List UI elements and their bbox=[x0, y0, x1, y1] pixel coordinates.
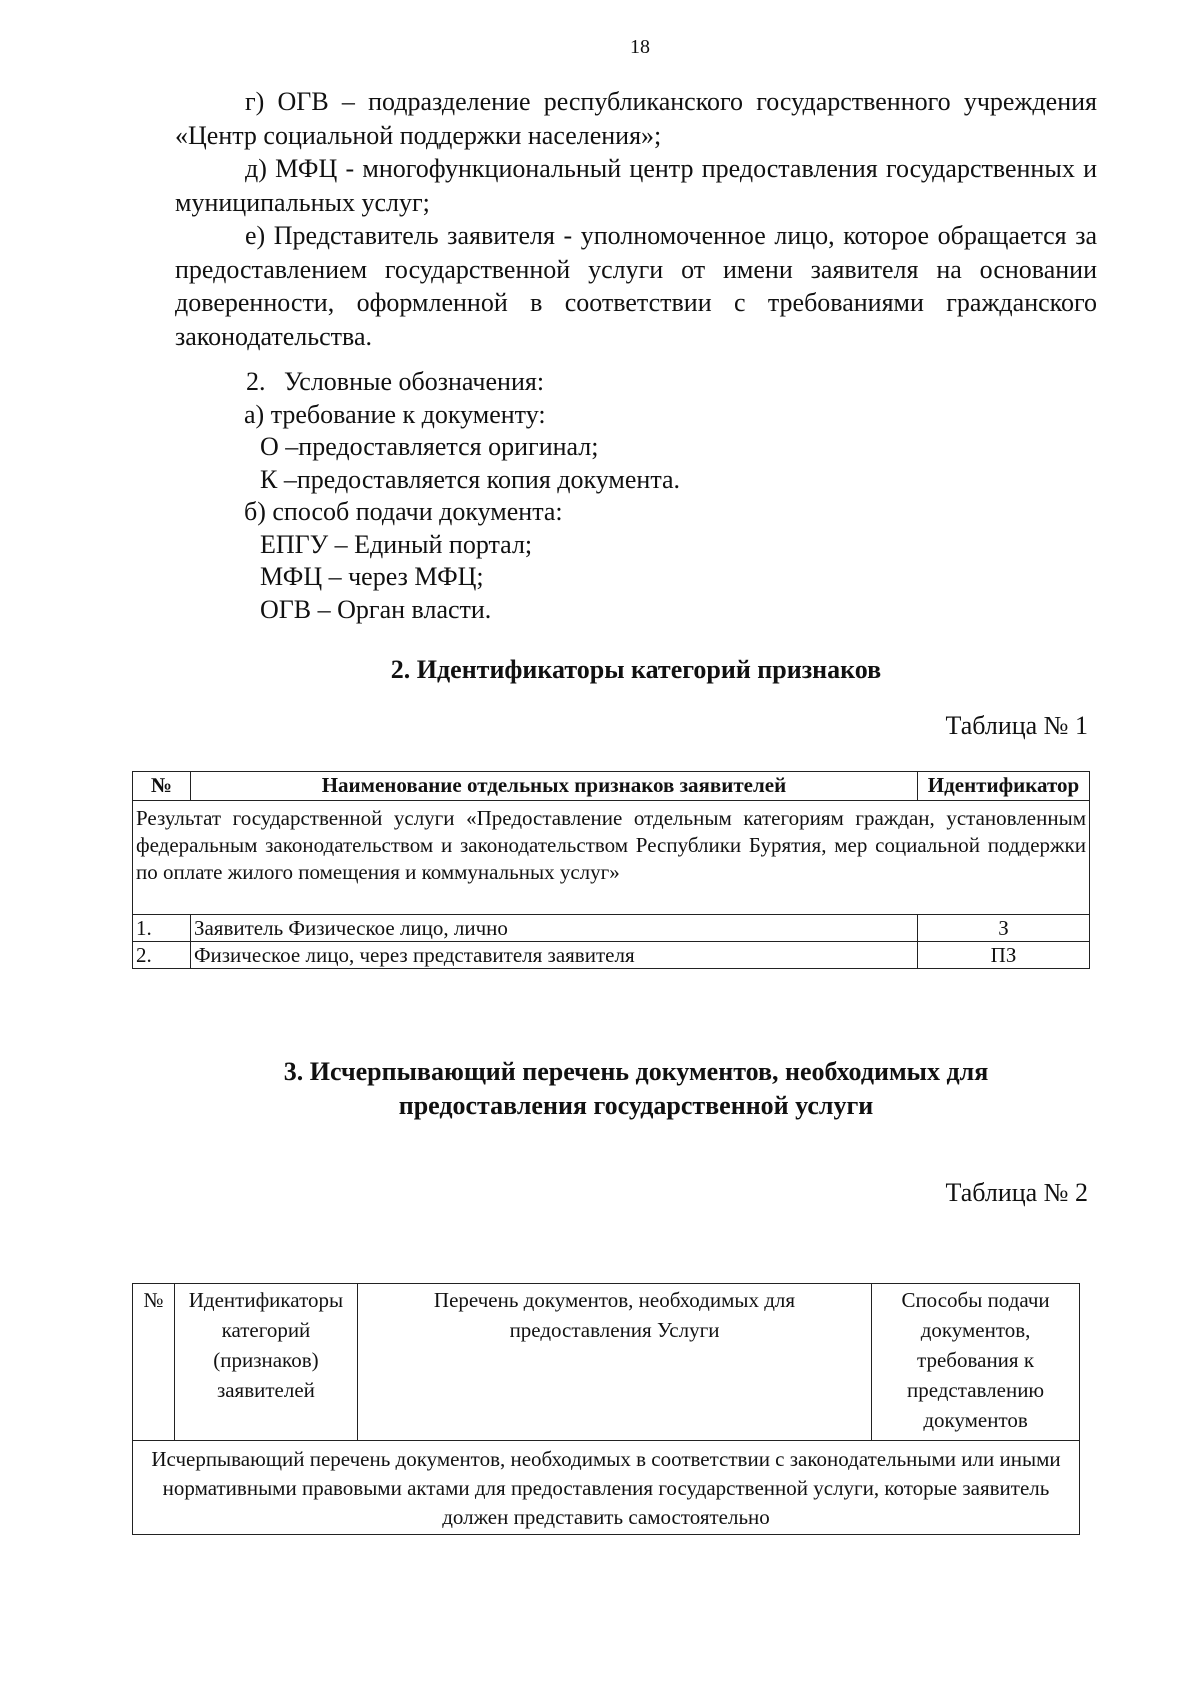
table-1-header-id: Идентификатор bbox=[918, 772, 1090, 801]
section-3-title-line-2: предоставления государственной услуги bbox=[398, 1091, 874, 1120]
table-1-header-num: № bbox=[133, 772, 191, 801]
definition-mfc: д) МФЦ - многофункциональный центр предоставления государственных и муниципальных услуг; bbox=[175, 154, 1097, 217]
table-1-caption: Таблица № 1 bbox=[945, 711, 1088, 740]
table-2-caption: Таблица № 2 bbox=[945, 1178, 1088, 1207]
table-1-header-row bbox=[133, 772, 1090, 801]
legend-mfc: МФЦ – через МФЦ; bbox=[260, 562, 484, 591]
definition-ogv: г) ОГВ – подразделение республиканского государственного учреждения «Центр социальной поддержки населения»; bbox=[175, 87, 1097, 150]
table-1-header-name: Наименование отдельных признаков заявителей bbox=[190, 772, 917, 801]
table-2-header-documents: Перечень документов, необходимых для предоставления Услуги bbox=[357, 1284, 871, 1441]
table-1-row-2-id: ПЗ bbox=[918, 942, 1090, 969]
table-2-header-num: № bbox=[133, 1284, 175, 1441]
table-1-row-1-name: Заявитель Физическое лицо, лично bbox=[190, 915, 917, 942]
table-1-row-1-id: З bbox=[918, 915, 1090, 942]
table-1 bbox=[132, 771, 1090, 969]
section-3-title bbox=[175, 1055, 1097, 1123]
table-2-header-methods: Способы подачи документов, требования к представлению документов bbox=[872, 1284, 1080, 1441]
table-2-header-row bbox=[133, 1284, 1080, 1441]
page-number: 18 bbox=[630, 36, 650, 58]
section-3-title-line-1: 3. Исчерпывающий перечень документов, необходимых для bbox=[283, 1057, 989, 1086]
definition-representative: е) Представитель заявителя - уполномоченное лицо, которое обращается за предоставлением государственной услуги от имени заявителя на основании доверенности, оформленной в соответствии с требованиями гражданского законодательства. bbox=[175, 221, 1097, 351]
table-2 bbox=[132, 1283, 1080, 1535]
legend-epgu: ЕПГУ – Единый портал; bbox=[260, 529, 533, 559]
legend-number: 2. bbox=[246, 367, 266, 396]
legend-copy: К –предоставляется копия документа. bbox=[260, 464, 681, 494]
legend-heading-text: Условные обозначения: bbox=[284, 367, 545, 396]
table-2-description-cell: Исчерпывающий перечень документов, необходимых в соответствии с законодательными или иными нормативными правовыми актами для предоставления государственной услуги, которые заявитель должен представить самостоятельно bbox=[133, 1441, 1080, 1535]
table-1-row-2-num: 2. bbox=[133, 942, 191, 969]
table-row bbox=[133, 942, 1090, 969]
definitions-block bbox=[175, 85, 1097, 353]
legend-heading bbox=[244, 366, 680, 399]
legend-block bbox=[244, 366, 680, 626]
table-1-row-1-num: 1. bbox=[133, 915, 191, 942]
table-2-description-row bbox=[133, 1441, 1080, 1535]
table-1-result-cell: Результат государственной услуги «Предоставление отдельным категориям граждан, установленным федеральным законодательством и законодательством Республики Бурятия, мер социальной поддержки по оплате жилого помещения и коммунальных услуг» bbox=[133, 801, 1090, 915]
table-1-row-2-name: Физическое лицо, через представителя заявителя bbox=[190, 942, 917, 969]
legend-document-requirement: а) требование к документу: bbox=[244, 399, 546, 429]
section-2-title: 2. Идентификаторы категорий признаков bbox=[390, 655, 882, 684]
legend-original: О –предоставляется оригинал; bbox=[260, 432, 599, 461]
legend-submission-method: б) способ подачи документа: bbox=[244, 497, 563, 526]
table-2-header-identifiers: Идентификаторы категорий (признаков) заявителей bbox=[174, 1284, 357, 1441]
table-1-result-row bbox=[133, 801, 1090, 915]
legend-ogv: ОГВ – Орган власти. bbox=[260, 594, 492, 624]
table-row bbox=[133, 915, 1090, 942]
